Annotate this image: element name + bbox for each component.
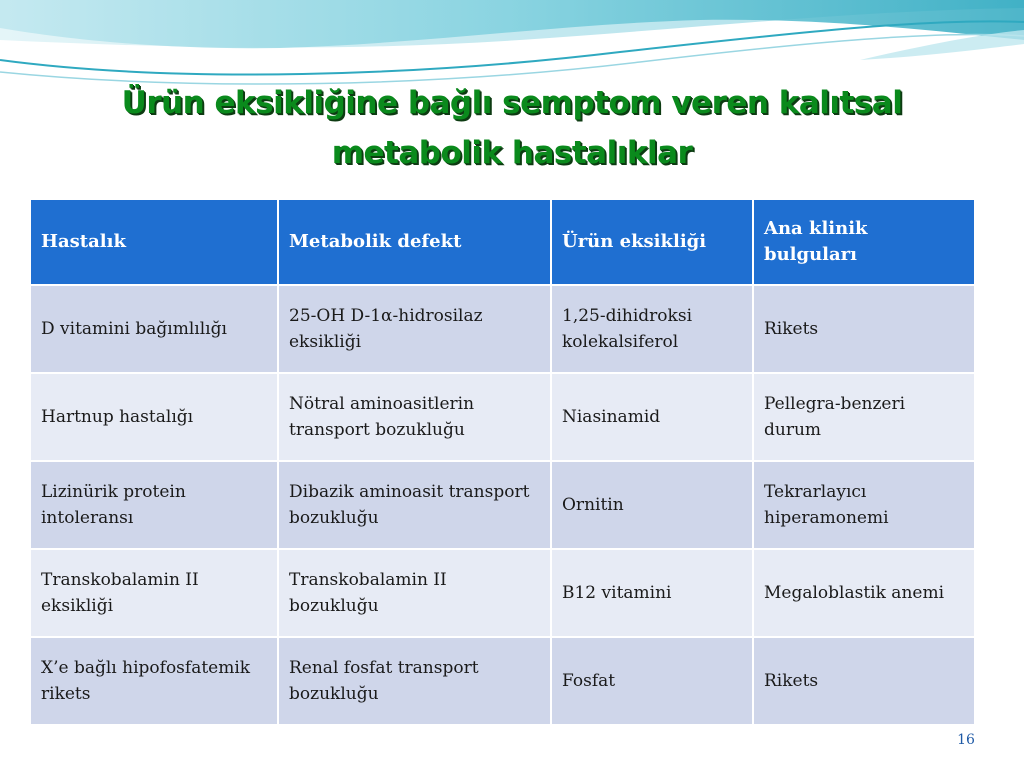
cell-product-deficiency: B12 vitamini (551, 549, 753, 637)
cell-clinical-findings: Rikets (753, 285, 975, 373)
cell-disease: D vitamini bağımlılığı (30, 285, 278, 373)
header-product-deficiency: Ürün eksikliği (551, 199, 753, 285)
cell-metabolic-defect: Renal fosfat transport bozukluğu (278, 637, 551, 725)
cell-metabolic-defect: Transkobalamin II bozukluğu (278, 549, 551, 637)
title-line-1: Ürün eksikliğine bağlı semptom veren kalıtsal (121, 85, 903, 121)
cell-disease: Lizinürik protein intoleransı (30, 461, 278, 549)
table-row (30, 373, 975, 461)
header-metabolic-defect: Metabolik defekt (278, 199, 551, 285)
cell-clinical-findings: Megaloblastik anemi (753, 549, 975, 637)
table-row (30, 285, 975, 373)
cell-clinical-findings: Pellegra-benzeri durum (753, 373, 975, 461)
cell-product-deficiency: Fosfat (551, 637, 753, 725)
table-row (30, 637, 975, 725)
cell-metabolic-defect: Dibazik aminoasit transport bozukluğu (278, 461, 551, 549)
cell-disease: Hartnup hastalığı (30, 373, 278, 461)
slide-title (60, 78, 964, 178)
table-row (30, 461, 975, 549)
disease-table (29, 198, 976, 726)
cell-metabolic-defect: 25-OH D-1α-hidrosilaz eksikliği (278, 285, 551, 373)
cell-product-deficiency: Niasinamid (551, 373, 753, 461)
cell-product-deficiency: 1,25-dihidroksi kolekalsiferol (551, 285, 753, 373)
title-line-2: metabolik hastalıklar (331, 135, 693, 171)
cell-product-deficiency: Ornitin (551, 461, 753, 549)
cell-clinical-findings: Tekrarlayıcı hiperamonemi (753, 461, 975, 549)
cell-disease: X’e bağlı hipofosfatemik rikets (30, 637, 278, 725)
cell-clinical-findings: Rikets (753, 637, 975, 725)
header-disease: Hastalık (30, 199, 278, 285)
table-header-row (30, 199, 975, 285)
cell-metabolic-defect: Nötral aminoasitlerin transport bozukluğu (278, 373, 551, 461)
cell-disease: Transkobalamin II eksikliği (30, 549, 278, 637)
table-row (30, 549, 975, 637)
header-clinical-findings: Ana klinik bulguları (753, 199, 975, 285)
page-number: 16 (957, 732, 975, 748)
